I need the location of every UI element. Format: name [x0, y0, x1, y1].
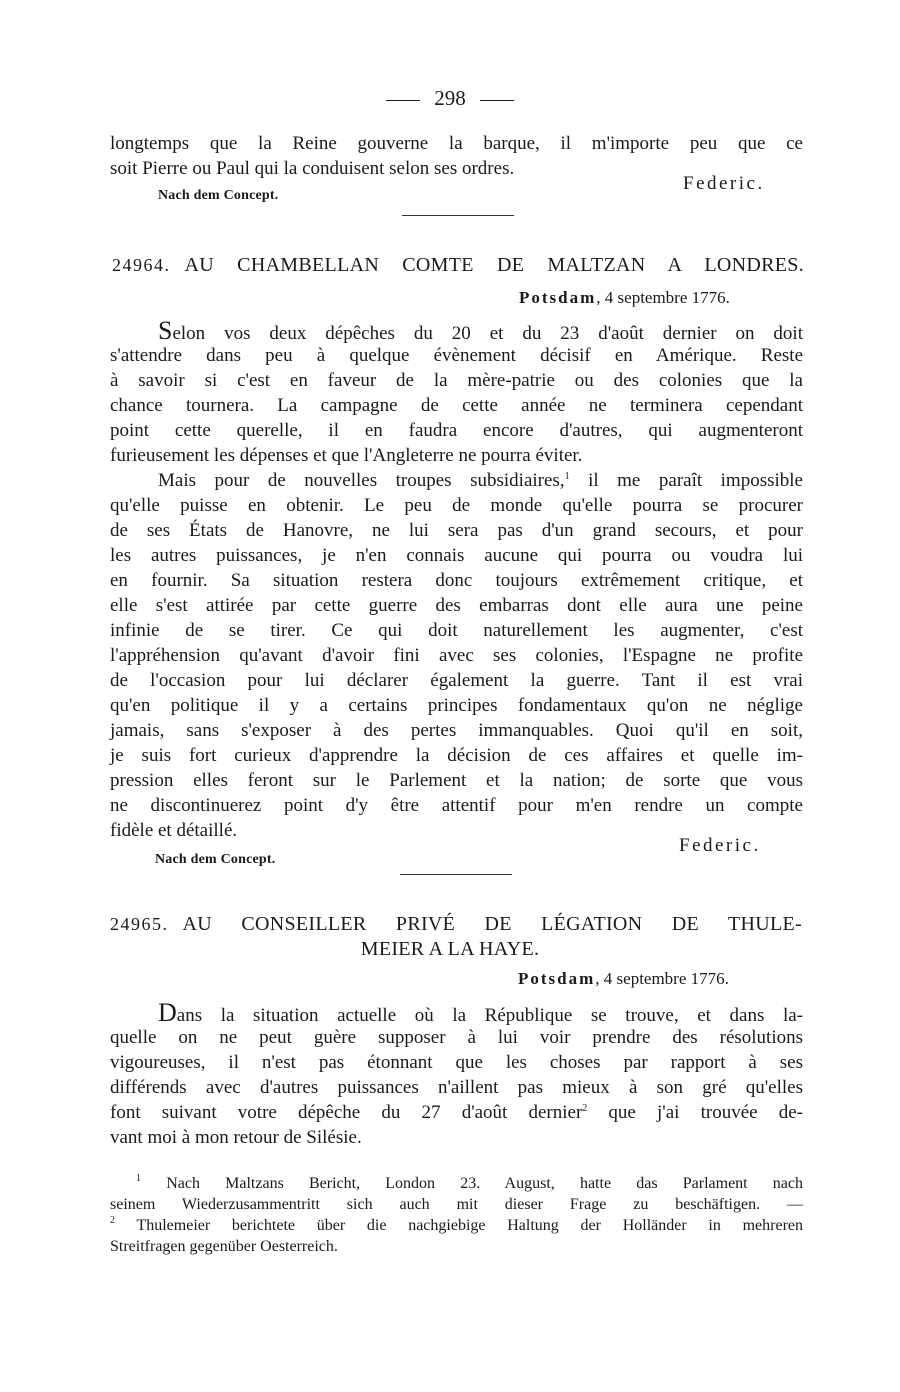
body-line: fidèle et détaillé. [110, 820, 238, 841]
section-divider [402, 215, 514, 216]
body-line-text: il me paraît impossible [569, 470, 803, 491]
letter-number: 24965. [110, 914, 169, 934]
body-line-text: font suivant votre dépêche du 27 d'août dernier [110, 1102, 583, 1123]
dateline [518, 969, 729, 989]
body-line: de ses États de Hanovre, ne lui sera pas d'un grand secours, et pour [110, 520, 803, 541]
body-line: à savoir si c'est en faveur de la mère-patrie ou des colonies que la [110, 370, 803, 391]
drop-cap: D [158, 998, 177, 1027]
body-line: en fournir. Sa situation restera donc toujours extrêmement critique, et [110, 570, 803, 591]
body-line: chance tournera. La campagne de cette année ne terminera cependant [110, 395, 803, 416]
body-line: qu'elle puisse en obtenir. Le peu de monde qu'elle pourra se procurer [110, 495, 803, 516]
letter-heading [110, 913, 802, 936]
body-line [110, 468, 803, 493]
body-line-text: que j'ai trouvée de- [587, 1102, 803, 1123]
signature: Federic. [679, 835, 761, 856]
body-line: ne discontinuerez point d'y être attentif pour m'en rendre un compte [110, 795, 803, 816]
body-line: l'appréhension qu'avant d'avoir fini avec ses colonies, l'Espagne ne profite [110, 645, 803, 666]
dateline-date: , 4 septembre 1776. [596, 288, 730, 307]
body-line: elle s'est attirée par cette guerre des embarras dont elle aura une peine [110, 595, 803, 616]
body-line: vigoureuses, il n'est pas étonnant que les choses par rapport à ses [110, 1052, 803, 1073]
body-line [110, 1000, 803, 1028]
letter-number: 24964. [112, 255, 171, 275]
footnote-mark: 1 [136, 1173, 141, 1184]
continuation-line: soit Pierre ou Paul qui la conduisent selon ses ordres. [110, 158, 515, 179]
source-note: Nach dem Concept. [155, 852, 276, 867]
body-line-text: elon vos deux dépêches du 20 et du 23 d'août dernier on doit [172, 323, 803, 344]
footnote [110, 1215, 803, 1236]
source-note: Nach dem Concept. [158, 188, 279, 203]
continuation-line: longtemps que la Reine gouverne la barque, il m'importe peu que ce [110, 133, 803, 154]
signature: Federic. [683, 173, 765, 194]
body-line: qu'en politique il y a certains principes fondamentaux qu'on ne néglige [110, 695, 803, 716]
page-number-right-dash [480, 100, 514, 101]
footnote-mark: 2 [110, 1215, 115, 1226]
footnote-text: Thulemeier berichtete über die nachgiebige Haltung der Holländer in mehreren [136, 1217, 803, 1234]
body-line: point cette querelle, il en faudra encore d'autres, qui augmenteront [110, 420, 803, 441]
body-line: pression elles feront sur le Parlement et la nation; de sorte que vous [110, 770, 803, 791]
section-divider [400, 874, 512, 875]
dateline-place: Potsdam [518, 969, 596, 988]
dateline-place: Potsdam [519, 288, 597, 307]
footnote-text: Nach Maltzans Bericht, London 23. August, hatte das Parlament nach [166, 1175, 804, 1192]
footnote-ref[interactable]: 1 [564, 471, 570, 482]
dateline-date: , 4 septembre 1776. [595, 969, 729, 988]
letter-title: AU CONSEILLER PRIVÉ DE LÉGATION DE THULE- [182, 913, 802, 935]
letter-heading [112, 254, 804, 277]
body-line: de l'occasion pour lui déclarer également la guerre. Tant il est vrai [110, 670, 803, 691]
body-line: vant moi à mon retour de Silésie. [110, 1127, 362, 1148]
dateline [519, 288, 730, 308]
body-line: différends avec d'autres puissances n'aillent pas mieux à son gré qu'elles [110, 1077, 803, 1098]
footnote [110, 1173, 803, 1194]
body-line: s'attendre dans peu à quelque évènement décisif en Amérique. Reste [110, 345, 803, 366]
body-line-text: ans la situation actuelle où la République se trouve, et dans la- [176, 1005, 803, 1026]
body-line: je suis fort curieux d'apprendre la décision de ces affaires et quelle im- [110, 745, 803, 766]
body-line: furieusement les dépenses et que l'Angleterre ne pourra éviter. [110, 445, 583, 466]
body-line: infinie de se tirer. Ce qui doit naturellement les augmenter, c'est [110, 620, 803, 641]
body-line: jamais, sans s'exposer à des pertes immanquables. Quoi qu'il en soit, [110, 720, 803, 741]
body-line: quelle on ne peut guère supposer à lui voir prendre des résolutions [110, 1027, 803, 1048]
footnote-line: seinem Wiederzusammentritt sich auch mit dieser Frage zu beschäftigen. — [110, 1196, 803, 1213]
page-number-left-dash [386, 100, 420, 101]
footnote-line: Streitfragen gegenüber Oesterreich. [110, 1238, 338, 1255]
page-number [0, 86, 900, 111]
body-line [110, 1100, 803, 1125]
body-line [110, 318, 803, 346]
page-number-text: 298 [434, 86, 466, 110]
body-line-text: Mais pour de nouvelles troupes subsidiaires, [158, 470, 565, 491]
body-line: les autres puissances, je n'en connais aucune qui pourra ou voudra lui [110, 545, 803, 566]
letter-heading-continued: MEIER A LA HAYE. [360, 938, 540, 960]
letter-title: AU CHAMBELLAN COMTE DE MALTZAN A LONDRES. [184, 254, 804, 276]
drop-cap: S [158, 316, 173, 345]
footnote-ref[interactable]: 2 [582, 1103, 588, 1114]
